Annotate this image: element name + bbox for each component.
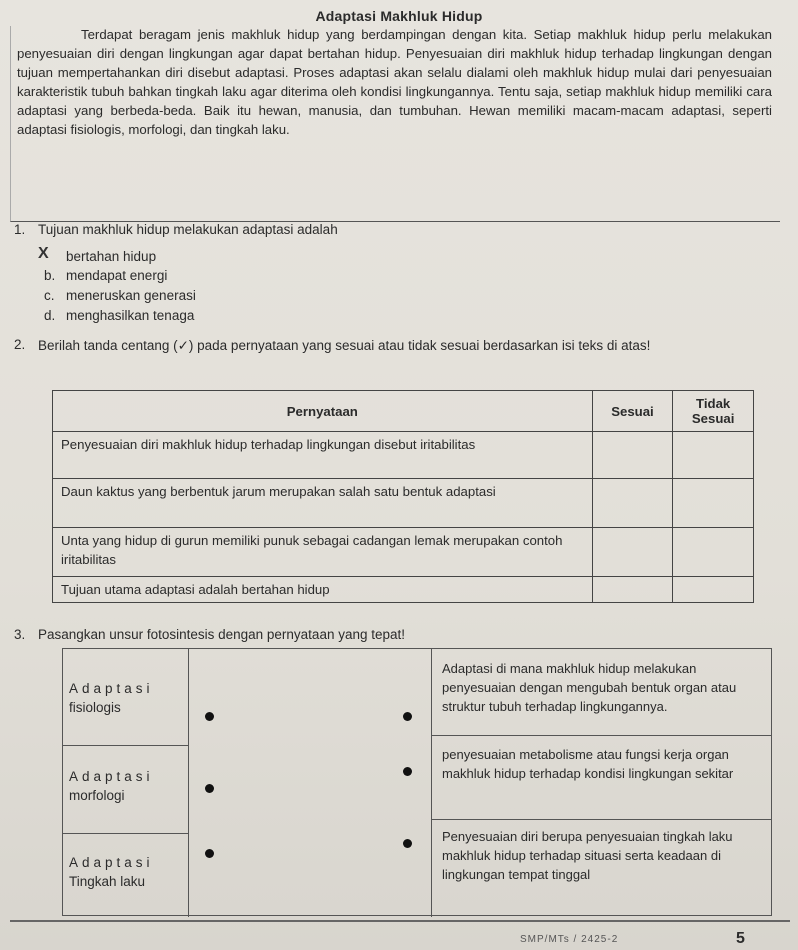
tidak-sesuai-checkbox[interactable] (673, 528, 754, 577)
page-title: Adaptasi Makhluk Hidup (315, 8, 483, 24)
right-match-dot[interactable] (403, 767, 412, 776)
matching-box (62, 648, 772, 916)
header-sesuai: Sesuai (592, 391, 673, 432)
left-label-word: Adaptasi (69, 855, 154, 870)
option-text: bertahan hidup (66, 249, 157, 264)
option-c[interactable] (44, 288, 196, 303)
statement-cell: Penyesuaian diri makhluk hidup terhadap lingkungan disebut iritabilitas (53, 432, 593, 479)
tidak-sesuai-checkbox[interactable] (673, 479, 754, 528)
match-left-fisiologis (63, 679, 189, 717)
left-label-type: Tingkah laku (69, 874, 146, 889)
left-label-word: Adaptasi (69, 681, 154, 696)
question-1-number: 1. (14, 222, 26, 237)
option-letter: d. (44, 308, 56, 323)
match-left-morfologi (63, 767, 189, 805)
table-header-row (53, 391, 754, 432)
left-label-word: Adaptasi (69, 769, 154, 784)
right-match-dot[interactable] (403, 712, 412, 721)
match-right-statement-3: Penyesuaian diri berupa penyesuaian tingkah laku makhluk hidup terhadap situasi serta keadaan di lingkungan tempat tinggal (442, 829, 733, 882)
left-match-dot[interactable] (205, 784, 214, 793)
statement-table (52, 390, 754, 603)
answer-x-mark: X (38, 245, 49, 262)
matching-right-column (431, 649, 771, 917)
divider (63, 745, 189, 746)
sesuai-checkbox[interactable] (592, 577, 673, 603)
header-tidak-sesuai: Tidak Sesuai (673, 391, 754, 432)
bottom-rule (10, 920, 790, 922)
match-right-statement-1: Adaptasi di mana makhluk hidup melakukan penyesuaian dengan mengubah bentuk organ atau struktur tubuh terhadap lingkungannya. (442, 661, 737, 714)
option-text: menghasilkan tenaga (66, 308, 195, 323)
question-3-number: 3. (14, 627, 26, 642)
right-match-dot[interactable] (403, 839, 412, 848)
option-text: mendapat energi (66, 268, 168, 283)
intro-paragraph-box (10, 26, 780, 222)
left-match-dot[interactable] (205, 849, 214, 858)
sesuai-checkbox[interactable] (592, 528, 673, 577)
tidak-sesuai-checkbox[interactable] (673, 577, 754, 603)
match-left-tingkah-laku (63, 853, 189, 891)
divider (63, 833, 189, 834)
tidak-sesuai-checkbox[interactable] (673, 432, 754, 479)
page-number: 5 (736, 930, 745, 947)
table-row (53, 528, 754, 577)
question-3-stem: Pasangkan unsur fotosintesis dengan pernyataan yang tepat! (38, 627, 406, 642)
match-right-statement-2: penyesuaian metabolisme atau fungsi kerja organ makhluk hidup terhadap kondisi lingkungan sekitar (442, 747, 734, 781)
option-text: meneruskan generasi (66, 288, 196, 303)
matching-left-column (63, 649, 189, 917)
divider (432, 735, 772, 736)
table-row (53, 479, 754, 528)
option-letter: b. (44, 268, 56, 283)
left-match-dot[interactable] (205, 712, 214, 721)
left-label-type: morfologi (69, 788, 125, 803)
statement-cell: Daun kaktus yang berbentuk jarum merupakan salah satu bentuk adaptasi (53, 479, 593, 528)
option-a[interactable] (44, 249, 156, 264)
question-2-number: 2. (14, 337, 26, 352)
option-b[interactable] (44, 268, 167, 283)
sesuai-checkbox[interactable] (592, 479, 673, 528)
divider (432, 819, 772, 820)
table-row (53, 432, 754, 479)
intro-paragraph: Terdapat beragam jenis makhluk hidup yang berdampingan dengan kita. Setiap makhluk hidup perlu melakukan penyesuaian diri dengan lingkungan agar dapat bertahan hidup. Penyesuaian diri makhluk hidup terhadap lingkungan dengan tujuan mempertahankan diri disebut adaptasi. Proses adaptasi akan selalu dialami oleh makhluk hidup mulai dari penyesuaian karakteristik tubuh bahkan tingkah laku agar diterima oleh kondisi lingkungannya. Tentu saja, setiap makhluk hidup memiliki cara adaptasi yang berbeda-beda. Baik itu hewan, manusia, dan tumbuhan. Hewan memiliki macam-macam adaptasi, seperti adaptasi fisiologis, morfologi, dan tingkah laku. (17, 27, 772, 137)
statement-cell: Tujuan utama adaptasi adalah bertahan hidup (53, 577, 593, 603)
option-d[interactable] (44, 308, 194, 323)
footer-code: SMP/MTs / 2425-2 (520, 934, 619, 945)
question-1-stem: Tujuan makhluk hidup melakukan adaptasi adalah (38, 222, 338, 237)
question-2-stem: Berilah tanda centang (✓) pada pernyataan yang sesuai atau tidak sesuai berdasarkan isi teks di atas! (38, 338, 651, 353)
statement-cell: Unta yang hidup di gurun memiliki punuk sebagai cadangan lemak merupakan contoh iritabilitas (53, 528, 593, 577)
option-letter: c. (44, 288, 55, 303)
table-row (53, 577, 754, 603)
sesuai-checkbox[interactable] (592, 432, 673, 479)
header-pernyataan: Pernyataan (53, 391, 593, 432)
left-label-type: fisiologis (69, 700, 121, 715)
